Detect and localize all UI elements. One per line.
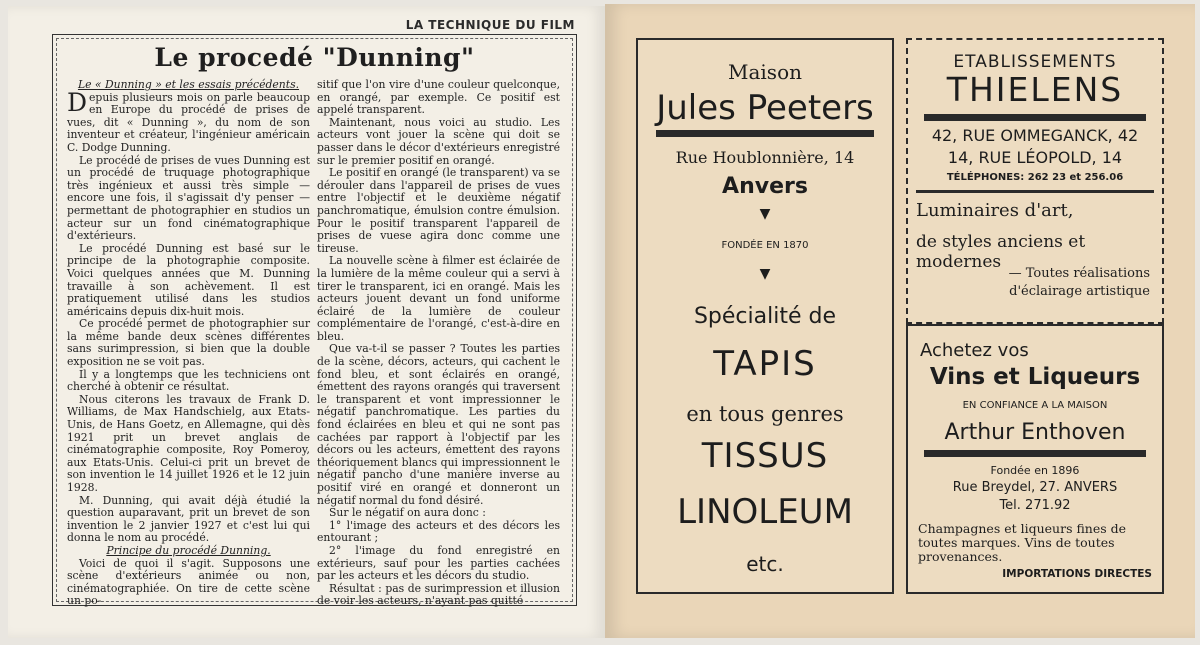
divider-bar bbox=[916, 190, 1154, 193]
ad-arthur-enthoven bbox=[906, 324, 1164, 594]
divider-bar bbox=[656, 130, 874, 137]
running-header: LA TECHNIQUE DU FILM bbox=[405, 18, 575, 32]
ad-line: IMPORTATIONS DIRECTES bbox=[1002, 568, 1152, 580]
triangle-ornament-icon: ▼ bbox=[759, 206, 771, 222]
ad-brand: Vins et Liqueurs bbox=[929, 364, 1141, 390]
ad-line: etc. bbox=[746, 552, 784, 576]
paragraph: Depuis plusieurs mois on parle beaucoup en Europe du procédé de prises de vues, dit « Dunning », du nom de son inventeur et créateur, l'ingénieur américain C. Dodge Dunning. bbox=[67, 87, 310, 154]
paragraph: Ce procédé permet de photographier sur la même bande deux scènes différentes sans surimpression, si bien que la double exposition ne se voit pas. bbox=[67, 317, 310, 369]
article-column-right bbox=[317, 79, 560, 608]
paragraph: La nouvelle scène à filmer est éclairée de la lumière de la même couleur qui a servi à tirer le transparent, ici en orangé. Mais les acteurs jouent devant un fond uniforme éclairé de la lumière de couleur complémentaire de l'orangé, c'est-à-dire en bleu. bbox=[317, 254, 560, 343]
ad-line: de styles anciens et modernes bbox=[916, 232, 1086, 272]
article-frame bbox=[52, 34, 577, 606]
ad-line: Achetez vos bbox=[920, 340, 1029, 361]
triangle-ornament-icon: ▼ bbox=[759, 266, 771, 282]
subhead-principe: Principe du procédé Dunning. bbox=[106, 543, 271, 557]
ad-phone: Tel. 271.92 bbox=[999, 498, 1071, 513]
ad-line: ETABLISSEMENTS bbox=[953, 52, 1117, 72]
ad-line: d'éclairage artistique bbox=[1009, 284, 1150, 299]
paragraph: Que va-t-il se passer ? Toutes les parties de la scène, décors, acteurs, qui cachent le fond bleu, et sont éclairés en orangé, émettent des rayons orangés qui traversent le transparent et vont impressionner le négatif panchromatique. Les parties du fond éclairées en bleu et qui ne sont pas cachées par rapport à l'objectif par les décors ou les acteurs, émettent des rayons théoriquement blancs qui impressionnent le négatif pancho d'une manière inverse au positif viré en orangé et donneront un négatif normal du fond désiré. bbox=[317, 342, 560, 507]
ad-address: Rue Breydel, 27. ANVERS bbox=[952, 480, 1118, 495]
ad-line: FONDÉE EN 1870 bbox=[721, 240, 809, 251]
ad-brand: Jules Peeters bbox=[656, 88, 874, 128]
paragraph: Voici de quoi il s'agit. Supposons une scène d'extérieurs animée ou non, cinématographiée. On tire de cette scène un po- bbox=[67, 556, 310, 608]
divider-bar bbox=[924, 450, 1146, 457]
ad-address: 42, RUE OMMEGANCK, 42 bbox=[931, 126, 1139, 145]
ad-jules-peeters bbox=[636, 38, 894, 594]
paragraph: 2° l'image du fond enregistré en extérieurs, sauf pour les parties cachées par les acteurs et les décors du studio. bbox=[317, 543, 560, 583]
paragraph: Le procédé Dunning est basé sur le principe de la photographie composite. Voici quelques années que M. Dunning travaille à son achèvement. Il est pratiquement utilisé dans les studios américains depuis dix-huit mois. bbox=[67, 241, 310, 318]
ad-product: LINOLEUM bbox=[677, 492, 853, 532]
ad-line: Spécialité de bbox=[693, 304, 837, 329]
paragraph: sitif que l'on vire d'une couleur quelconque, en orangé, par exemple. Ce positif est appelé transparent. bbox=[317, 78, 560, 117]
paragraph: Nous citerons les travaux de Frank D. Williams, de Max Handschielg, aux Etats-Unis, de Hans Goetz, en Allemagne, qui dès 1921 prit un brevet anglais de cinématographie composite, Roy Pomeroy, aux Etats-Unis. Celui-ci prit un brevet de son invention le 14 juillet 1926 et le 12 juin 1928. bbox=[67, 392, 310, 494]
paragraph: 1° l'image des acteurs et des décors les entourant ; bbox=[317, 518, 560, 545]
subhead-essais: Le « Dunning » et les essais précédents. bbox=[77, 78, 300, 91]
ad-brand: THIELENS bbox=[946, 70, 1124, 109]
ad-line: — Toutes réalisations bbox=[1008, 266, 1150, 281]
ad-name: Arthur Enthoven bbox=[944, 420, 1126, 445]
ad-phones: TÉLÉPHONES: 262 23 et 256.06 bbox=[946, 172, 1124, 183]
paragraph: Sur le négatif on aura donc : bbox=[329, 506, 486, 520]
ad-city: Anvers bbox=[722, 174, 808, 199]
ad-description: Champagnes et liqueurs fines de toutes marques. Vins de toutes provenances. bbox=[918, 521, 1127, 564]
paragraph: Le procédé de prises de vues Dunning est un procédé de truquage photographique très ingénieux et aussi très simple — encore une fois, il s'agissait d'y penser — permettant de photographier en studios un acteur sur un fond cinématographique d'extérieurs. bbox=[67, 153, 310, 243]
ad-thielens bbox=[906, 38, 1164, 324]
article-column-left bbox=[67, 79, 310, 608]
ad-line: EN CONFIANCE A LA MAISON bbox=[962, 400, 1108, 411]
paragraph: Résultat : pas de surimpression et illusion de voir les acteurs, n'ayant pas quitté bbox=[317, 581, 560, 608]
ad-product: TAPIS bbox=[713, 344, 817, 384]
ad-line: Fondée en 1896 bbox=[990, 464, 1080, 477]
ad-line: Rue Houblonnière, 14 bbox=[675, 148, 855, 167]
divider-bar bbox=[924, 114, 1146, 121]
paragraph: Il y a longtemps que les techniciens ont cherché à obtenir ce résultat. bbox=[67, 367, 310, 394]
paragraph: Le positif en orangé (le transparent) va se dérouler dans l'appareil de prises de vues entre l'objectif et le deuxième négatif panchromatique, émulsion contre émulsion. Pour le positif transparent l'appareil de prises de vuese agira donc comme une tireuse. bbox=[317, 166, 560, 255]
ad-address: 14, RUE LÉOPOLD, 14 bbox=[947, 148, 1123, 167]
ad-product: TISSUS bbox=[701, 436, 829, 476]
ad-line: Maison bbox=[728, 60, 802, 84]
ad-line: en tous genres bbox=[686, 402, 844, 426]
ad-line: Luminaires d'art, bbox=[916, 200, 1074, 221]
paragraph: Maintenant, nous voici au studio. Les acteurs vont jouer la scène qui doit se passer dans le décor d'extérieurs enregistré sur le premier positif en orangé. bbox=[317, 115, 560, 167]
paragraph: M. Dunning, qui avait déjà étudié la question auparavant, prit un brevet de son invention le 2 janvier 1927 et c'est lui qui donna le nom au procédé. bbox=[67, 493, 310, 545]
article-title: Le procedé "Dunning" bbox=[154, 43, 475, 72]
